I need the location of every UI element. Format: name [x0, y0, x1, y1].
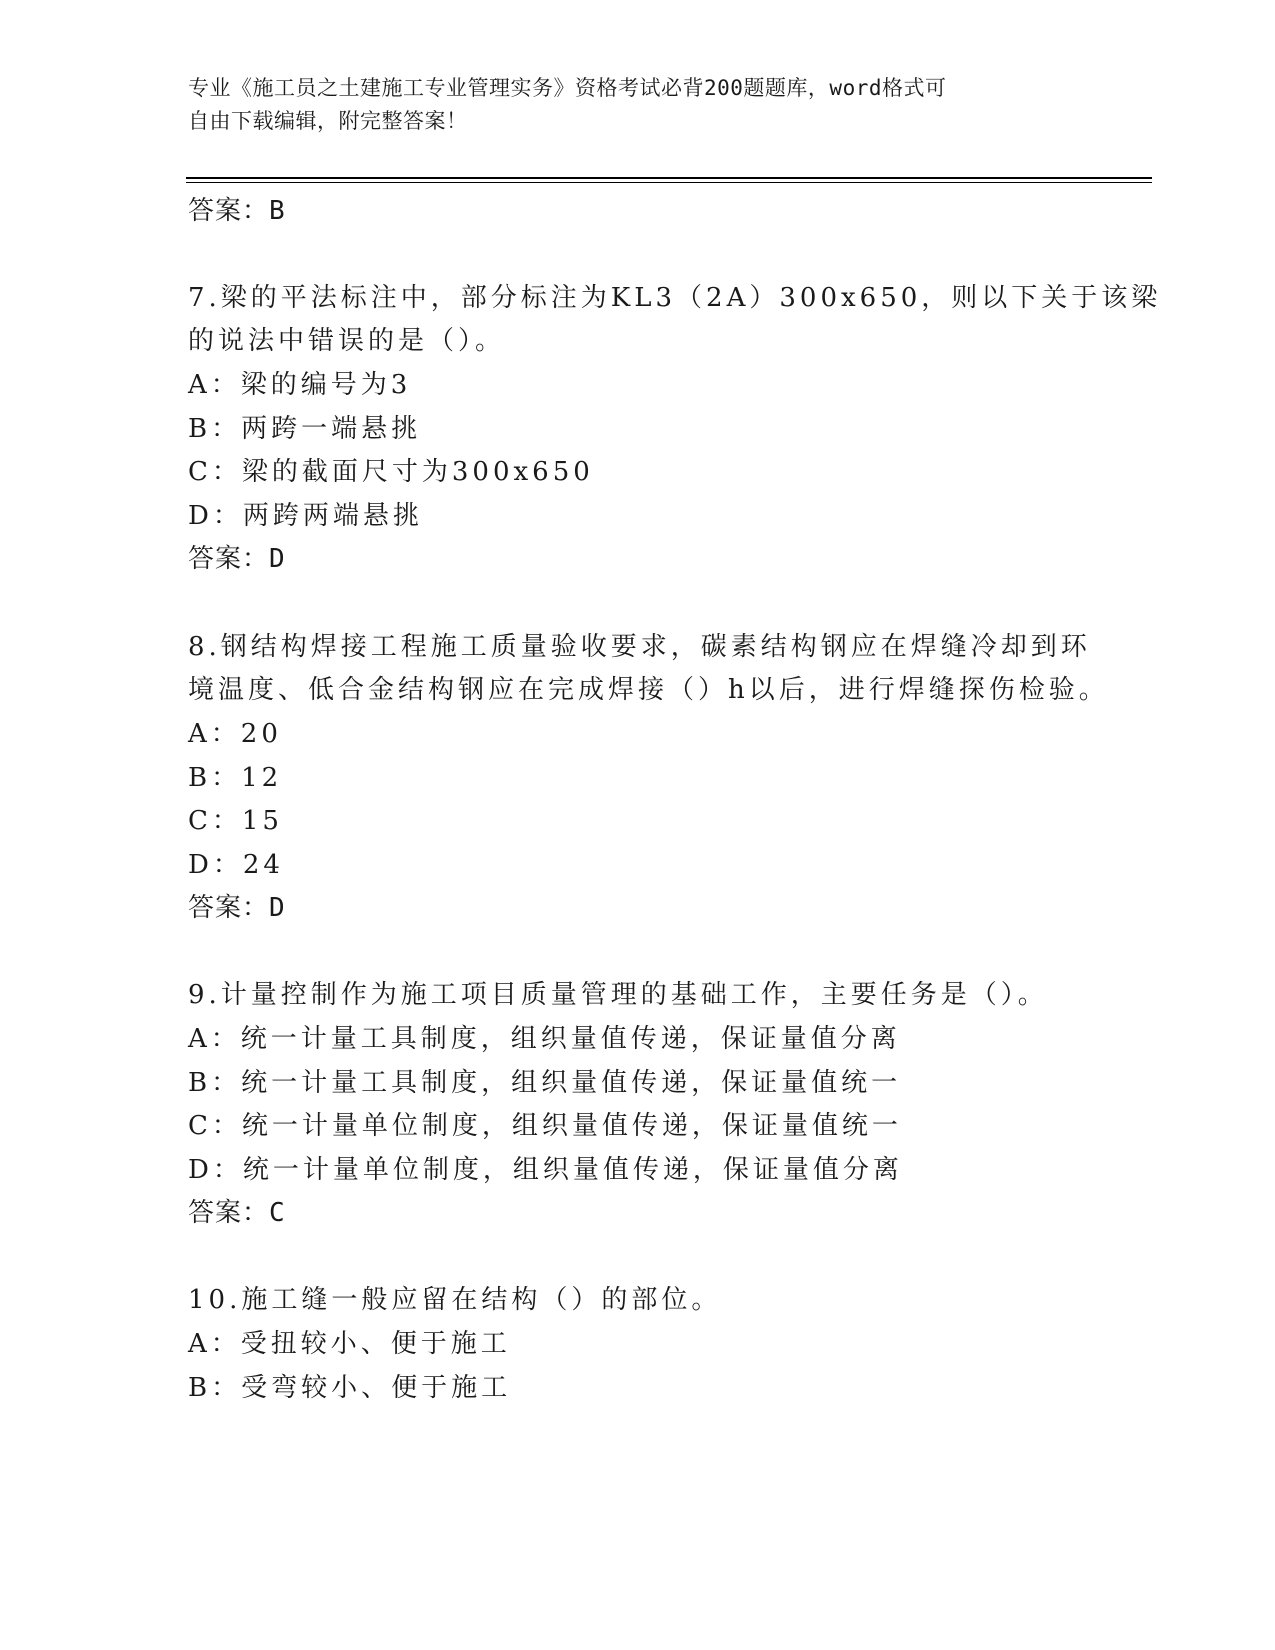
- q8-option-a: A：20: [188, 719, 282, 749]
- q8-line-1: 8.钢结构焊接工程施工质量验收要求，碳素结构钢应在焊缝冷却到环: [188, 632, 1091, 662]
- q9-answer: 答案：C: [188, 1198, 286, 1228]
- q8-answer: 答案：D: [188, 893, 286, 923]
- q9-option-c: C：统一计量单位制度，组织量值传递，保证量值统一: [188, 1111, 902, 1141]
- q9-option-d: D：统一计量单位制度，组织量值传递，保证量值分离: [188, 1155, 903, 1185]
- q10-line-1: 10.施工缝一般应留在结构（）的部位。: [188, 1285, 722, 1315]
- q8-option-d: D：24: [188, 850, 284, 880]
- answer-prev: 答案：B: [188, 196, 286, 226]
- header-line-2: 自由下载编辑，附完整答案！: [188, 109, 468, 133]
- q7-line-2: 的说法中错误的是（）。: [188, 326, 506, 356]
- document-header: [188, 72, 1068, 138]
- q8-option-c: C：15: [188, 806, 283, 836]
- q9-line-1: 9.计量控制作为施工项目质量管理的基础工作，主要任务是（）。: [188, 980, 1048, 1010]
- header-line-1: 专业《施工员之土建施工专业管理实务》资格考试必背200题题库，word格式可: [188, 76, 947, 100]
- q8-option-b: B：12: [188, 763, 283, 793]
- q8-line-2: 境温度、低合金结构钢应在完成焊接（）h以后，进行焊缝探伤检验。: [188, 675, 1109, 705]
- header-divider-thin: [186, 182, 1152, 183]
- q7-option-d: D：两跨两端悬挑: [188, 501, 423, 531]
- header-divider-thick: [186, 177, 1152, 179]
- q10-option-a: A：受扭较小、便于施工: [188, 1329, 511, 1359]
- q9-option-b: B：统一计量工具制度，组织量值传递，保证量值统一: [188, 1068, 902, 1098]
- q7-option-a: A：梁的编号为3: [188, 370, 412, 400]
- q7-option-c: C：梁的截面尺寸为300x650: [188, 457, 594, 487]
- q7-line-1: 7.梁的平法标注中，部分标注为KL3（2A）300x650，则以下关于该梁: [188, 283, 1162, 313]
- q10-option-b: B：受弯较小、便于施工: [188, 1373, 512, 1403]
- q7-option-b: B：两跨一端悬挑: [188, 414, 422, 444]
- q7-answer: 答案：D: [188, 544, 286, 574]
- q9-option-a: A：统一计量工具制度，组织量值传递，保证量值分离: [188, 1024, 901, 1054]
